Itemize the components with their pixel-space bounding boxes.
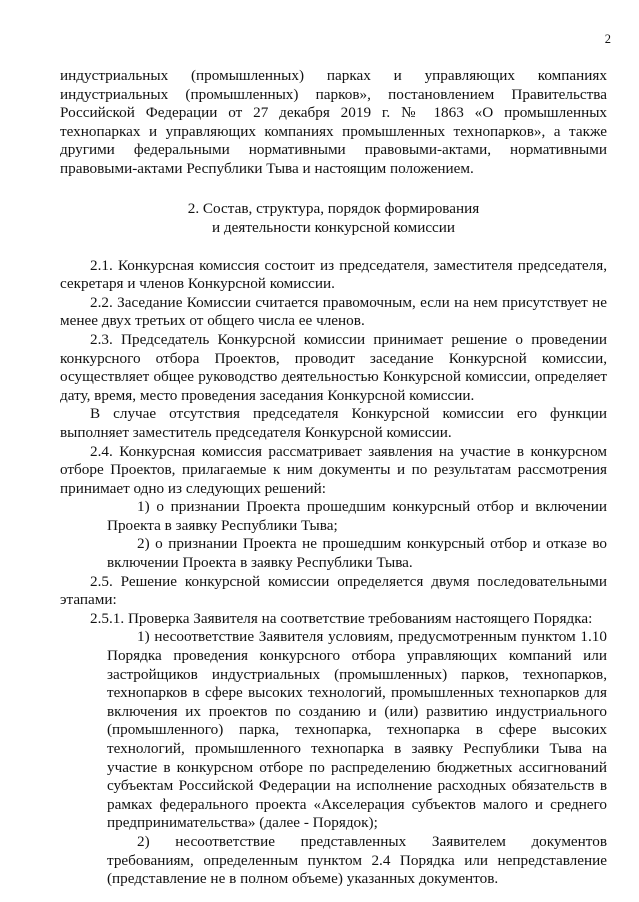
- paragraph-2-2: 2.2. Заседание Комиссии считается правомочным, если на нем присутствует не менее двух третьих от общего числа ее членов.: [60, 293, 607, 330]
- page-number: 2: [604, 32, 611, 46]
- paragraph-2-5-1-item-2: 2) несоответствие представленных Заявителем документов требованиям, определенным пунктом 2.4 Порядка или непредставление (представление не в полном объеме) указанных документов.: [107, 832, 607, 888]
- paragraph-2-5-1-item-1: 1) несоответствие Заявителя условиям, предусмотренным пунктом 1.10 Порядка проведения конкурсного отбора управляющих компаний или застройщиков индустриальных (промышленных) парков, технопарков, технопарков в сфере высоких технологий, промышленных технопарков для включения их проектов по созданию и (или) развитию индустриального (промышленного) парка, технопарка, технопарка в сфере высоких технологий, промышленного технопарка в заявку Республики Тыва на участие в конкурсном отборе по распределению бюджетных ассигнований субъектам Российской Федерации на исполнение расходных обязательств в рамках федерального проекта «Акселерация субъектов малого и среднего предпринимательства» (далее - Порядок);: [107, 628, 607, 832]
- paragraph-2-5-1: 2.5.1. Проверка Заявителя на соответствие требованиям настоящего Порядка:: [90, 609, 593, 627]
- paragraph-2-5: 2.5. Решение конкурсной комиссии определяется двумя последовательными этапами:: [60, 572, 607, 609]
- document-body: [60, 67, 607, 889]
- paragraph-2-3-absence: В случае отсутствия председателя Конкурсной комиссии его функции выполняет заместитель председателя Конкурсной комиссии.: [60, 405, 607, 441]
- section-heading: [60, 199, 607, 237]
- paragraph-2-4-item-1: 1) о признании Проекта прошедшим конкурсный отбор и включении Проекта в заявку Республики Тыва;: [107, 498, 607, 534]
- paragraph-2-4: 2.4. Конкурсная комиссия рассматривает заявления на участие в конкурсном отборе Проектов, прилагаемые к ним документы и по результатам рассмотрения принимает одно из следующих решений:: [60, 442, 607, 497]
- section-heading-line-1: 2. Состав, структура, порядок формирования: [187, 199, 480, 217]
- paragraph-2-4-item-2: 2) о признании Проекта не прошедшим конкурсный отбор и отказе во включении Проекта в заявку Республики Тыва.: [107, 535, 607, 572]
- paragraph-2-3: 2.3. Председатель Конкурсной комиссии принимает решение о проведении конкурсного отбора Проектов, проводит заседание Конкурсной комиссии, осуществляет общее руководство деятельностью Конкурсной комиссии, определяет дату, время, место проведения заседания Конкурсной комиссии.: [60, 330, 607, 404]
- intro-paragraph: индустриальных (промышленных) парках и управляющих компаниях индустриальных (промышленных) парков», постановлением Правительства Российской Федерации от 27 декабря 2019 г. № 1863 «О промышленных технопарках и управляющих компаниях промышленных технопарков», а также другими федеральными нормативными правовыми-актами, нормативными правовыми-актами Республики Тыва и настоящим положением.: [60, 67, 607, 177]
- section-heading-line-2: и деятельности конкурсной комиссии: [211, 218, 456, 236]
- paragraph-2-1: 2.1. Конкурсная комиссия состоит из председателя, заместителя председателя, секретаря и членов Конкурсной комиссии.: [60, 256, 607, 293]
